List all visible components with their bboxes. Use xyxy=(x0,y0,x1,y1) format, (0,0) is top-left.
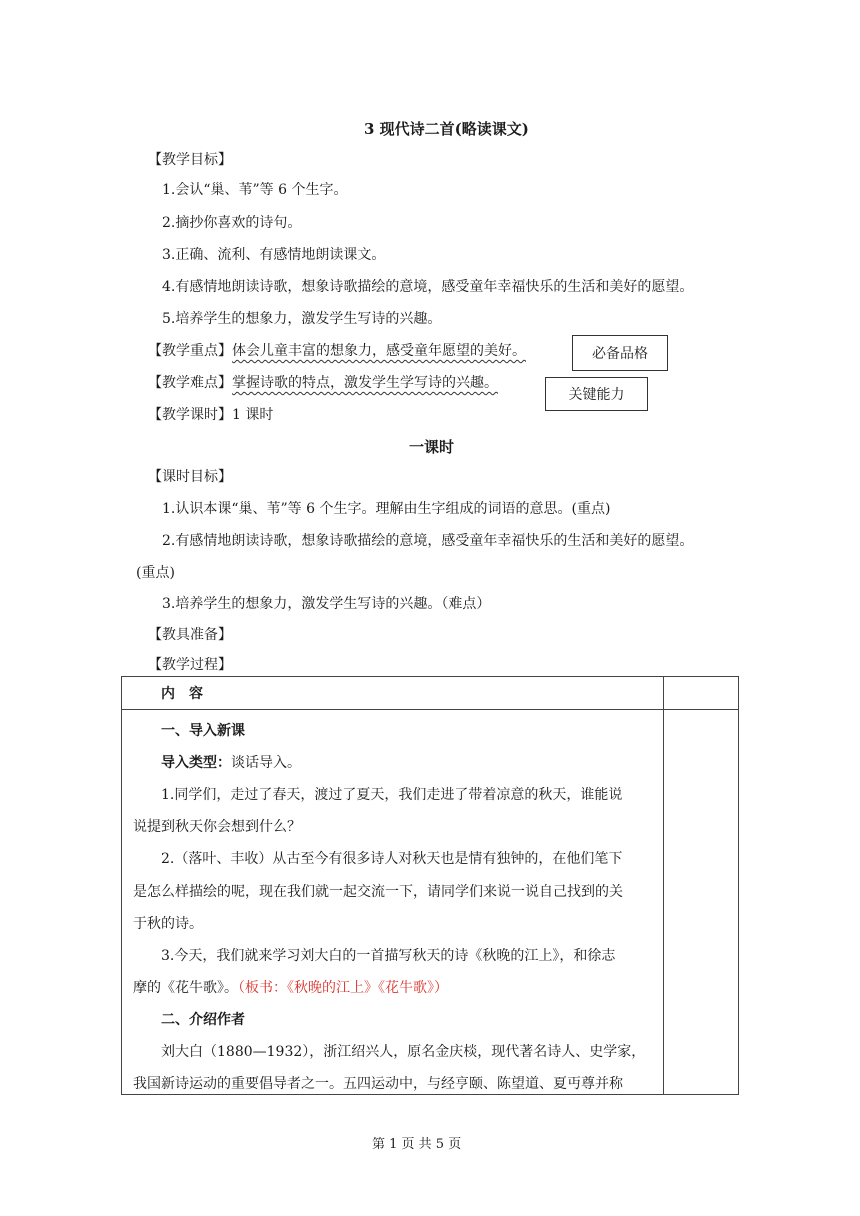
page-title: 3 现代诗二首(略读课文) xyxy=(364,120,529,138)
objectives-heading: 【教学目标】 xyxy=(148,152,232,168)
session-objective-item: 1.认识本课“巢、苇”等 6 个生字。理解由生字组成的词语的意思。(重点) xyxy=(162,501,611,517)
objective-item: 5.培养学生的想象力，激发学生写诗的兴趣。 xyxy=(162,311,442,327)
paragraph-line: 我国新诗运动的重要倡导者之一。五四运动中，与经亨颐、陈望道、夏丏尊并称 xyxy=(133,1076,623,1092)
header-content-label: 内 容 xyxy=(161,686,203,702)
intro-type: 导入类型：谈话导入。 xyxy=(161,755,301,771)
board-note: （板书：《秋晚的江上》《花牛歌》） xyxy=(238,980,448,996)
teaching-process-table xyxy=(121,676,739,1095)
process-heading: 【教学过程】 xyxy=(148,657,232,673)
key-point-label: 【教学重点】 xyxy=(148,343,232,359)
note-box-character: 必备品格 xyxy=(572,335,668,371)
difficult-point xyxy=(148,373,498,393)
section-heading-author: 二、介绍作者 xyxy=(161,1012,245,1028)
session-objective-item: (重点) xyxy=(136,565,175,581)
page-footer: 第 1 页 共 5 页 xyxy=(372,1137,462,1152)
content-cell xyxy=(122,710,664,1095)
notes-cell xyxy=(664,710,739,1095)
table-header-row xyxy=(122,677,739,710)
paragraph-line: 刘大白（1880—1932），浙江绍兴人，原名金庆棪，现代著名诗人、史学家， xyxy=(161,1044,646,1060)
paragraph-line: 3.今天，我们就来学习刘大白的一首描写秋天的诗《秋晚的江上》，和徐志 xyxy=(161,948,616,964)
lesson-hours-label: 【教学课时】 xyxy=(148,407,232,423)
paragraph-line: 于秋的诗。 xyxy=(133,916,203,932)
lesson-hours xyxy=(148,405,273,425)
lesson-hours-text: 1 课时 xyxy=(232,407,274,423)
session-objectives-heading: 【课时目标】 xyxy=(148,469,232,485)
table-row xyxy=(122,710,739,1095)
prep-heading: 【教具准备】 xyxy=(148,627,232,643)
session-objective-item: 3.培养学生的想象力，激发学生写诗的兴趣。（难点） xyxy=(162,596,491,612)
key-point xyxy=(148,341,526,361)
header-notes-cell xyxy=(664,677,739,710)
section-heading-intro: 一、导入新课 xyxy=(161,723,245,739)
objective-item: 4.有感情地朗读诗歌，想象诗歌描绘的意境，感受童年幸福快乐的生活和美好的愿望。 xyxy=(162,279,694,295)
session-objective-item: 2.有感情地朗读诗歌，想象诗歌描绘的意境，感受童年幸福快乐的生活和美好的愿望。 xyxy=(162,533,694,549)
paragraph-line: 摩的《花牛歌》。（板书：《秋晚的江上》《花牛歌》） xyxy=(133,980,448,996)
note-box-ability: 关键能力 xyxy=(545,377,648,411)
session-title: 一课时 xyxy=(409,438,455,456)
paragraph-line: 1.同学们，走过了春天，渡过了夏天，我们走进了带着凉意的秋天，谁能说 xyxy=(161,787,623,803)
paragraph-line: 说提到秋天你会想到什么？ xyxy=(133,819,301,835)
header-content-cell xyxy=(122,677,664,710)
difficult-point-label: 【教学难点】 xyxy=(148,375,232,391)
key-point-text: 体会儿童丰富的想象力，感受童年愿望的美好。 xyxy=(232,343,526,359)
objective-item: 3.正确、流利、有感情地朗读课文。 xyxy=(162,247,386,263)
objective-item: 2.摘抄你喜欢的诗句。 xyxy=(162,215,302,231)
paragraph-line: 2.（落叶、丰收）从古至今有很多诗人对秋天也是情有独钟的，在他们笔下 xyxy=(161,851,623,867)
objective-item: 1.会认“巢、苇”等 6 个生字。 xyxy=(162,182,348,198)
paragraph-line: 是怎么样描绘的呢，现在我们就一起交流一下，请同学们来说一说自己找到的关 xyxy=(133,884,623,900)
difficult-point-text: 掌握诗歌的特点，激发学生学写诗的兴趣。 xyxy=(232,375,498,391)
